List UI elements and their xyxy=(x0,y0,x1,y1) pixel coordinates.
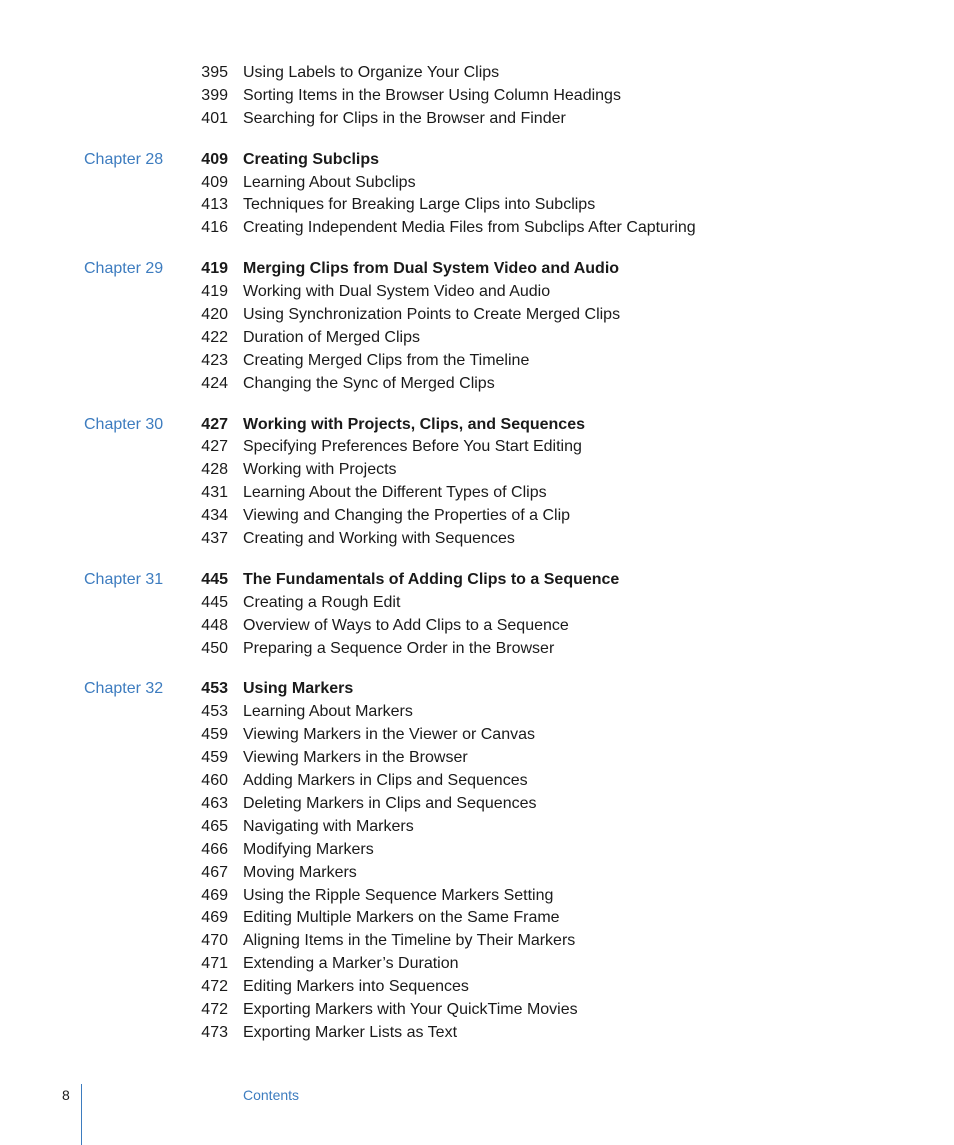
chapter-label: Chapter 32 xyxy=(84,680,164,698)
toc-entry-title: Creating Merged Clips from the Timeline xyxy=(243,351,530,369)
toc-entry-title: Viewing Markers in the Viewer or Canvas xyxy=(243,726,535,744)
footer-divider xyxy=(81,1084,82,1145)
toc-entry-row[interactable] xyxy=(0,1022,954,1045)
toc-page-number: 472 xyxy=(201,978,228,996)
toc-page-number: 465 xyxy=(201,817,228,835)
toc-page-number: 419 xyxy=(201,283,228,301)
toc-entry-title: Viewing and Changing the Properties of a Clip xyxy=(243,507,571,525)
chapter-label: Chapter 28 xyxy=(84,150,164,168)
toc-entry-row[interactable] xyxy=(0,194,954,217)
toc-entry-row[interactable] xyxy=(0,85,954,108)
chapter-label: Chapter 30 xyxy=(84,415,164,433)
toc-page-number: 423 xyxy=(201,351,228,369)
toc-chapter-heading-row[interactable] xyxy=(0,678,954,701)
toc-entry-row[interactable] xyxy=(0,350,954,373)
toc-page-number: 453 xyxy=(201,703,228,721)
toc-chapter-title: Merging Clips from Dual System Video and Audio xyxy=(243,260,620,278)
toc-page-number: 427 xyxy=(201,438,228,456)
toc-entry-row[interactable] xyxy=(0,459,954,482)
toc-entry-title: Aligning Items in the Timeline by Their Markers xyxy=(243,932,576,950)
toc-entry-title: Duration of Merged Clips xyxy=(243,328,420,346)
toc-page-number: 401 xyxy=(201,109,228,127)
toc-entry-row[interactable] xyxy=(0,930,954,953)
toc-entry-title: Exporting Markers with Your QuickTime Movies xyxy=(243,1000,578,1018)
toc-page-number: 427 xyxy=(201,415,228,433)
toc-entry-row[interactable] xyxy=(0,482,954,505)
toc-entry-row[interactable] xyxy=(0,638,954,661)
toc-entry-title: Learning About the Different Types of Clips xyxy=(243,484,547,502)
toc-entry-title: Creating Independent Media Files from Subclips After Capturing xyxy=(243,219,696,237)
toc-entry-row[interactable] xyxy=(0,172,954,195)
toc-section xyxy=(0,62,954,131)
toc-page-number: 466 xyxy=(201,840,228,858)
toc-entry-row[interactable] xyxy=(0,62,954,85)
toc-entry-row[interactable] xyxy=(0,304,954,327)
toc-entry-title: Techniques for Breaking Large Clips into Subclips xyxy=(243,196,596,214)
toc-entry-row[interactable] xyxy=(0,999,954,1022)
toc-page-number: 422 xyxy=(201,328,228,346)
toc-entry-title: Moving Markers xyxy=(243,863,357,881)
toc-entry-row[interactable] xyxy=(0,953,954,976)
toc-entry-row[interactable] xyxy=(0,885,954,908)
toc-entry-title: Overview of Ways to Add Clips to a Sequence xyxy=(243,616,569,634)
footer-section-label[interactable]: Contents xyxy=(243,1087,300,1103)
toc-entry-title: Extending a Marker’s Duration xyxy=(243,955,459,973)
toc-section xyxy=(0,258,954,395)
toc-entry-row[interactable] xyxy=(0,615,954,638)
toc-entry-row[interactable] xyxy=(0,747,954,770)
toc-chapter-heading-row[interactable] xyxy=(0,258,954,281)
toc-page-number: 420 xyxy=(201,306,228,324)
chapter-label: Chapter 29 xyxy=(84,260,164,278)
toc-entry-title: Exporting Marker Lists as Text xyxy=(243,1023,458,1041)
toc-page-number: 459 xyxy=(201,749,228,767)
toc-page-number: 399 xyxy=(201,86,228,104)
toc-entry-row[interactable] xyxy=(0,907,954,930)
toc-page-number: 472 xyxy=(201,1000,228,1018)
toc-chapter-title: Creating Subclips xyxy=(243,150,380,168)
toc-entry-row[interactable] xyxy=(0,281,954,304)
toc-page-number: 469 xyxy=(201,909,228,927)
toc-chapter-title: The Fundamentals of Adding Clips to a Sequence xyxy=(243,570,620,588)
toc-page-number: 453 xyxy=(201,680,228,698)
toc-page-number: 467 xyxy=(201,863,228,881)
toc-entry-row[interactable] xyxy=(0,108,954,131)
toc-page-number: 473 xyxy=(201,1023,228,1041)
toc-page-number: 434 xyxy=(201,507,228,525)
toc-entry-row[interactable] xyxy=(0,701,954,724)
toc-page-number: 409 xyxy=(201,150,228,168)
toc-entry-row[interactable] xyxy=(0,217,954,240)
toc-section xyxy=(0,149,954,241)
toc-page-number: 419 xyxy=(201,260,228,278)
toc-entry-title: Learning About Subclips xyxy=(243,173,416,191)
toc-page-number: 428 xyxy=(201,461,228,479)
toc-page-number: 445 xyxy=(201,593,228,611)
toc-entry-row[interactable] xyxy=(0,528,954,551)
toc-entry-row[interactable] xyxy=(0,724,954,747)
toc-page-number: 448 xyxy=(201,616,228,634)
toc-chapter-title: Working with Projects, Clips, and Sequences xyxy=(243,415,585,433)
toc-page-number: 460 xyxy=(201,772,228,790)
toc-section xyxy=(0,569,954,661)
toc-entry-row[interactable] xyxy=(0,862,954,885)
toc-entry-title: Learning About Markers xyxy=(243,703,413,721)
toc-page-number: 470 xyxy=(201,932,228,950)
toc-entry-row[interactable] xyxy=(0,770,954,793)
table-of-contents xyxy=(0,62,954,1063)
toc-entry-title: Changing the Sync of Merged Clips xyxy=(243,374,495,392)
toc-entry-title: Using Synchronization Points to Create Merged Clips xyxy=(243,306,621,324)
toc-entry-title: Searching for Clips in the Browser and Finder xyxy=(243,109,566,127)
toc-chapter-heading-row[interactable] xyxy=(0,414,954,437)
toc-entry-title: Editing Multiple Markers on the Same Frame xyxy=(243,909,560,927)
toc-chapter-heading-row[interactable] xyxy=(0,569,954,592)
toc-entry-title: Creating and Working with Sequences xyxy=(243,530,515,548)
toc-entry-title: Using Labels to Organize Your Clips xyxy=(243,64,500,81)
toc-entry-title: Preparing a Sequence Order in the Browser xyxy=(243,639,555,657)
chapter-label: Chapter 31 xyxy=(84,570,164,588)
toc-entry-title: Modifying Markers xyxy=(243,840,374,858)
toc-page-number: 437 xyxy=(201,530,228,548)
toc-page-number: 450 xyxy=(201,639,228,657)
toc-entry-row[interactable] xyxy=(0,816,954,839)
toc-entry-row[interactable] xyxy=(0,793,954,816)
toc-entry-title: Viewing Markers in the Browser xyxy=(243,749,468,767)
toc-page-number: 395 xyxy=(201,64,228,81)
toc-entry-title: Editing Markers into Sequences xyxy=(243,978,469,996)
toc-entry-title: Working with Dual System Video and Audio xyxy=(243,283,551,301)
toc-entry-row[interactable] xyxy=(0,976,954,999)
toc-entry-title: Deleting Markers in Clips and Sequences xyxy=(243,794,537,812)
toc-page-number: 469 xyxy=(201,886,228,904)
toc-chapter-heading-row[interactable] xyxy=(0,149,954,172)
toc-entry-row[interactable] xyxy=(0,436,954,459)
toc-page-number: 416 xyxy=(201,219,228,237)
toc-entry-title: Adding Markers in Clips and Sequences xyxy=(243,772,528,790)
toc-page-number: 459 xyxy=(201,726,228,744)
toc-entry-title: Navigating with Markers xyxy=(243,817,414,835)
toc-section xyxy=(0,678,954,1044)
toc-page-number: 424 xyxy=(201,374,228,392)
toc-page-number: 409 xyxy=(201,173,228,191)
toc-page-number: 431 xyxy=(201,484,228,502)
toc-entry-title: Using the Ripple Sequence Markers Setting xyxy=(243,886,554,904)
toc-entry-title: Sorting Items in the Browser Using Column Headings xyxy=(243,86,621,104)
toc-entry-row[interactable] xyxy=(0,592,954,615)
toc-page-number: 445 xyxy=(201,570,228,588)
toc-page-number: 413 xyxy=(201,196,228,214)
toc-entry-title: Working with Projects xyxy=(243,461,397,479)
toc-page-number: 463 xyxy=(201,794,228,812)
toc-chapter-title: Using Markers xyxy=(243,680,354,698)
toc-entry-title: Specifying Preferences Before You Start Editing xyxy=(243,438,582,456)
toc-entry-title: Creating a Rough Edit xyxy=(243,593,401,611)
toc-entry-row[interactable] xyxy=(0,327,954,350)
toc-entry-row[interactable] xyxy=(0,839,954,862)
toc-page-number: 471 xyxy=(201,955,228,973)
footer-page-number: 8 xyxy=(62,1087,70,1103)
toc-entry-row[interactable] xyxy=(0,373,954,396)
toc-section xyxy=(0,414,954,551)
toc-entry-row[interactable] xyxy=(0,505,954,528)
